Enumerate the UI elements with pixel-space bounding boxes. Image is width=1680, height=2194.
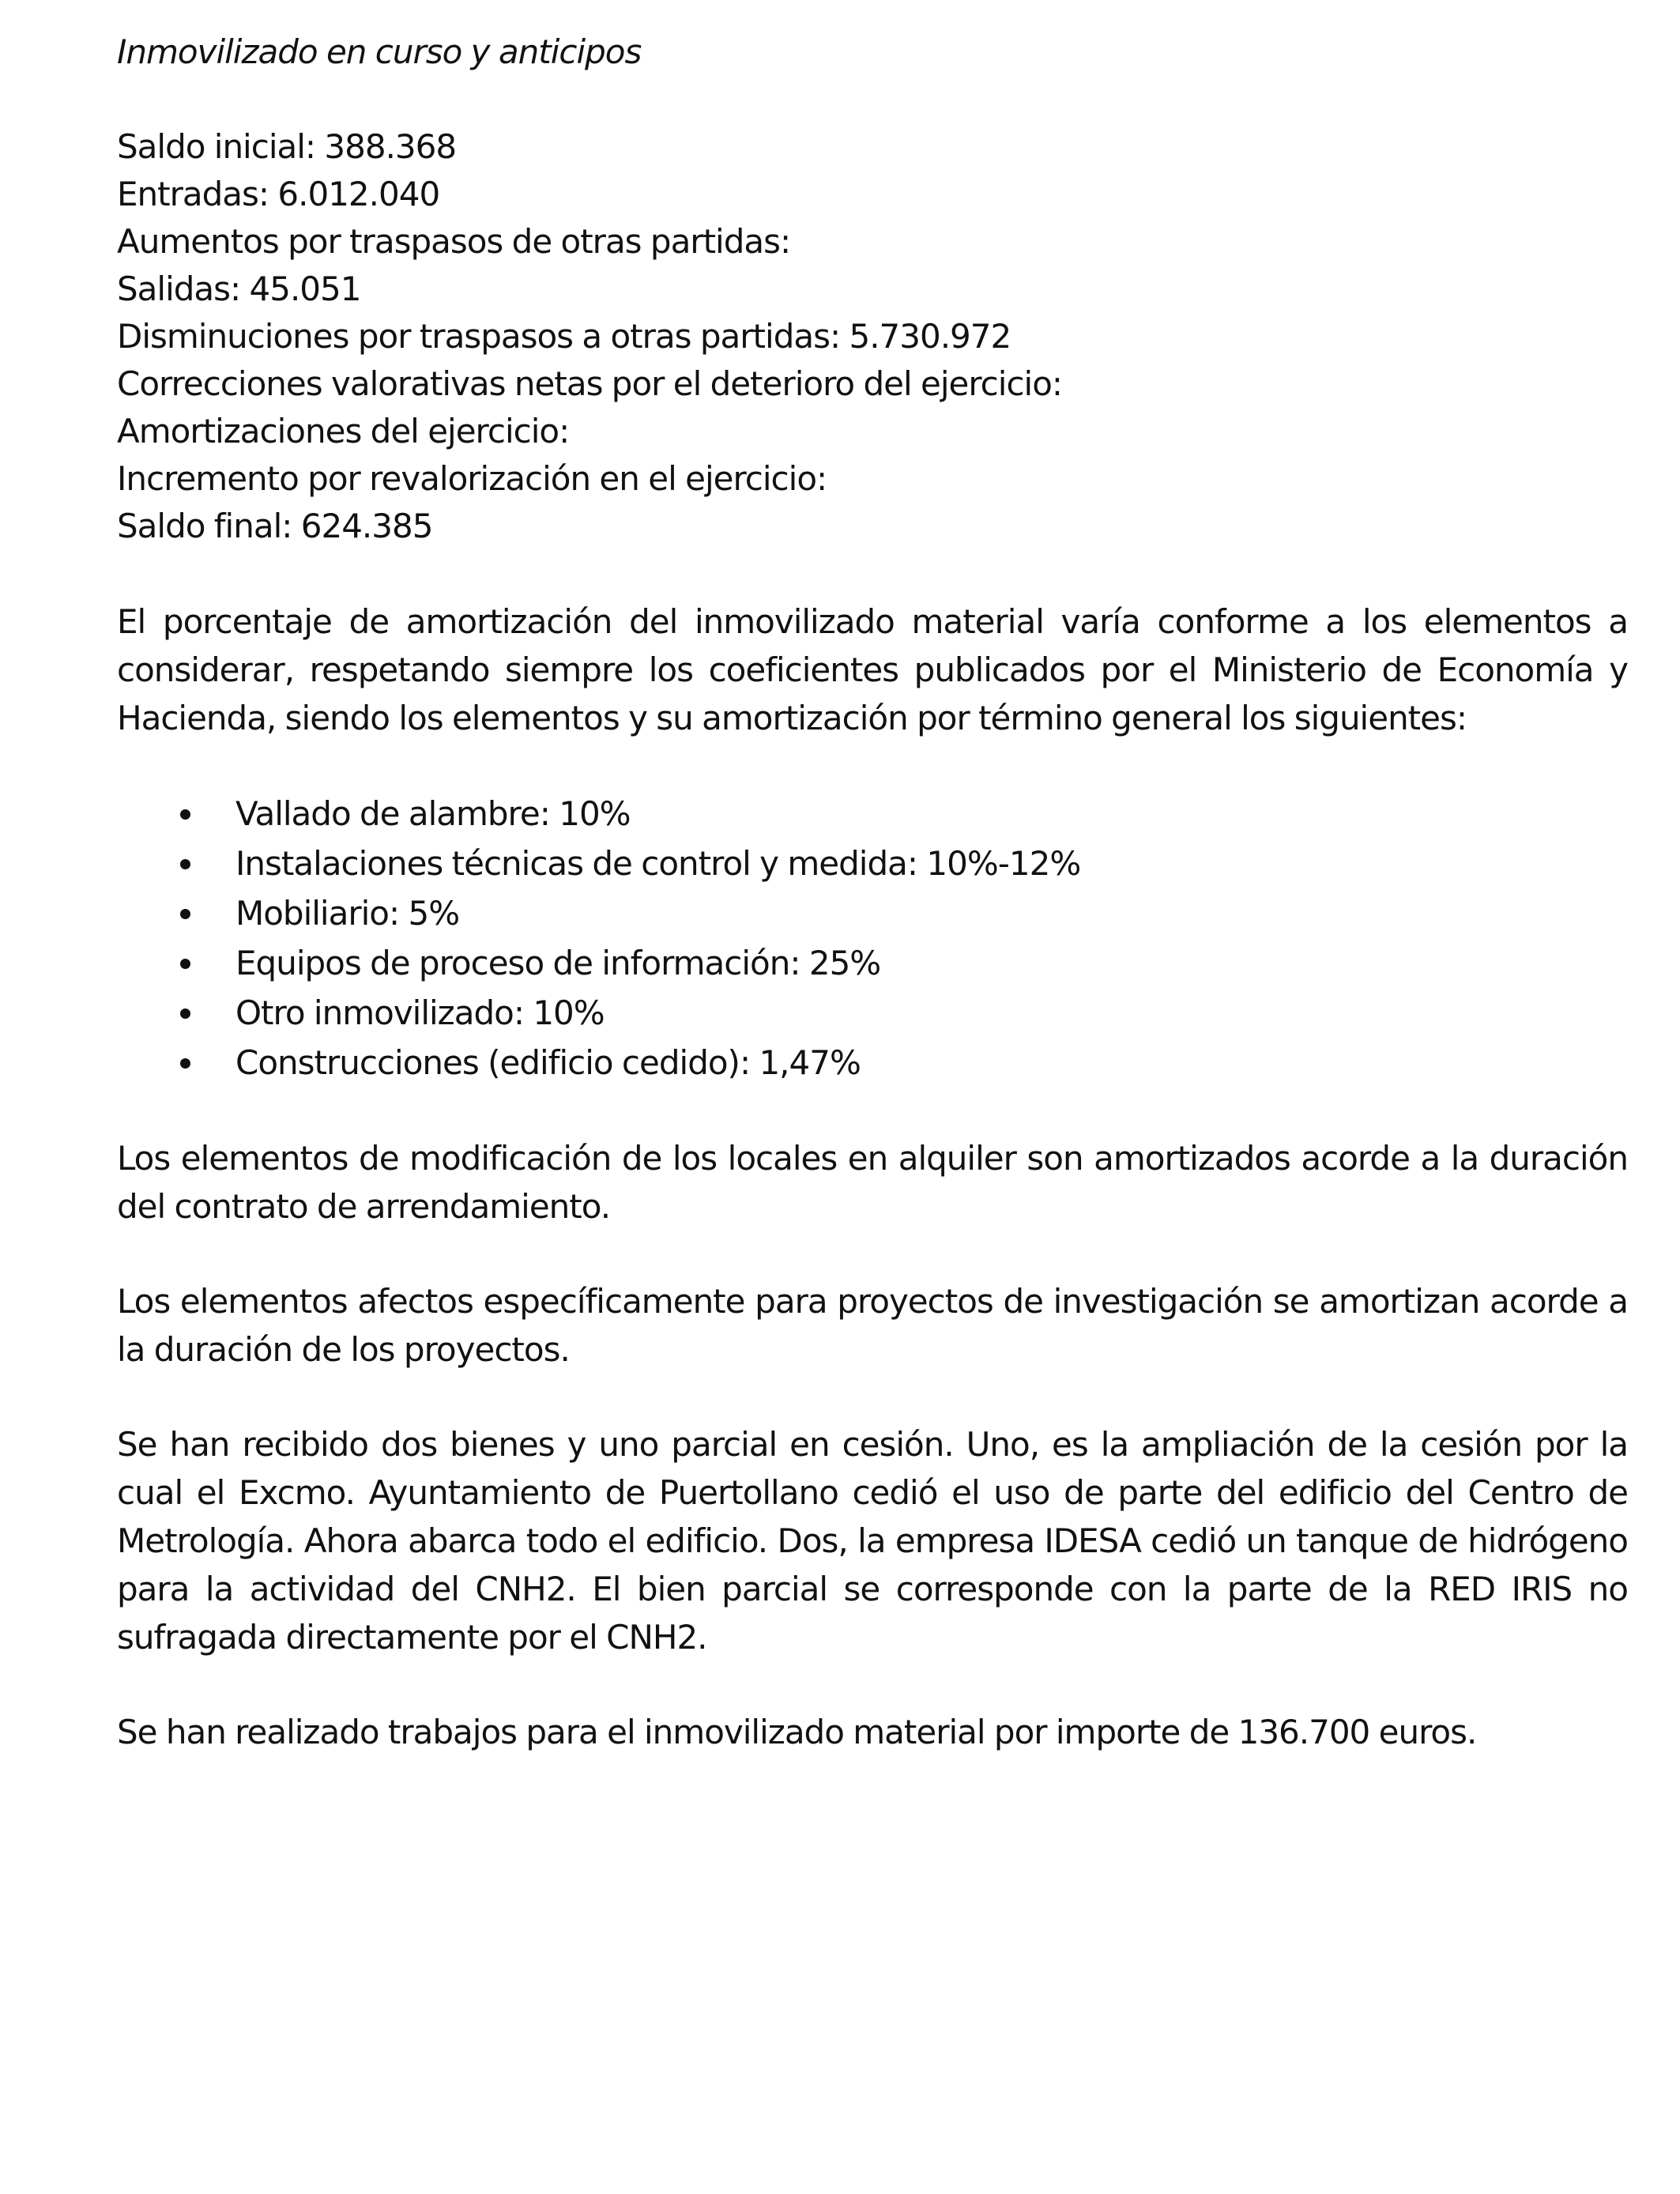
- bullet-icon: [180, 859, 190, 869]
- stats-block: [117, 123, 1628, 550]
- list-item: [117, 789, 1628, 839]
- stat-amortizaciones: Amortizaciones del ejercicio:: [117, 412, 570, 450]
- amortization-list: [117, 789, 1628, 1088]
- list-item-label: Instalaciones técnicas de control y medida: 10%-12%: [235, 844, 1081, 883]
- stat-entradas: Entradas: 6.012.040: [117, 175, 440, 213]
- paragraph-investigacion: Los elementos afectos específicamente para proyectos de investigación se amortizan acorde a la duración de los proyectos.: [117, 1282, 1628, 1369]
- bullet-icon: [180, 1008, 190, 1019]
- list-item: [117, 988, 1628, 1038]
- list-item: [117, 938, 1628, 988]
- paragraph-locales: Los elementos de modificación de los locales en alquiler son amortizados acorde a la duración del contrato de arrendamiento.: [117, 1139, 1628, 1226]
- bullet-icon: [180, 909, 190, 919]
- bullet-icon: [180, 959, 190, 969]
- list-item: [117, 839, 1628, 888]
- paragraph-trabajos: Se han realizado trabajos para el inmovilizado material por importe de 136.700 euros.: [117, 1713, 1477, 1751]
- bullet-icon: [180, 809, 190, 820]
- list-item: [117, 1038, 1628, 1088]
- stat-saldo-final: Saldo final: 624.385: [117, 507, 433, 545]
- stat-salidas: Salidas: 45.051: [117, 270, 361, 308]
- list-item-label: Construcciones (edificio cedido): 1,47%: [235, 1043, 861, 1082]
- paragraph-cesion: Se han recibido dos bienes y uno parcial en cesión. Uno, es la ampliación de la cesión por la cual el Excmo. Ayuntamiento de Puertollano cedió el uso de parte del edificio del Centro de Metrología. Ahora abarca todo el edificio. Dos, la empresa IDESA cedió un tanque de hidrógeno para la actividad del CNH2. El bien parcial se corresponde con la parte de la RED IRIS no sufragada directamente por el CNH2.: [117, 1425, 1628, 1657]
- list-item: [117, 888, 1628, 938]
- stat-aumentos-traspasos: Aumentos por traspasos de otras partidas:: [117, 222, 791, 261]
- stat-saldo-inicial: Saldo inicial: 388.368: [117, 127, 457, 166]
- stat-correcciones-valorativas: Correcciones valorativas netas por el deterioro del ejercicio:: [117, 364, 1063, 403]
- section-title: Inmovilizado en curso y anticipos: [117, 32, 642, 71]
- stat-incremento-revalorizacion: Incremento por revalorización en el ejercicio:: [117, 459, 827, 498]
- paragraph-intro: El porcentaje de amortización del inmovilizado material varía conforme a los elementos a considerar, respetando siempre los coeficientes publicados por el Ministerio de Economía y Hacienda, siendo los elementos y su amortización por término general los siguientes:: [117, 602, 1628, 737]
- bullet-icon: [180, 1058, 190, 1069]
- list-item-label: Otro inmovilizado: 10%: [235, 993, 605, 1032]
- stat-disminuciones-traspasos: Disminuciones por traspasos a otras partidas: 5.730.972: [117, 317, 1011, 356]
- document-page: [117, 28, 1628, 1756]
- list-item-label: Mobiliario: 5%: [235, 894, 460, 933]
- list-item-label: Equipos de proceso de información: 25%: [235, 944, 881, 982]
- list-item-label: Vallado de alambre: 10%: [235, 794, 631, 833]
